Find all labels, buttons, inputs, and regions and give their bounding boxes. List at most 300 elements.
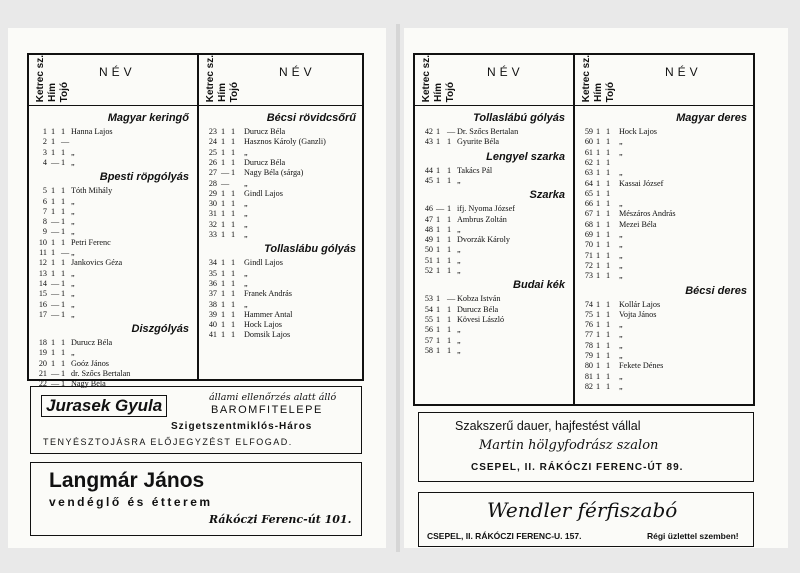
entry-cage-number: 14 xyxy=(38,278,47,288)
entry-row xyxy=(29,369,197,379)
entry-owner-name: „ xyxy=(244,199,248,209)
entry-cage-number: 4 xyxy=(42,157,47,167)
entry-owner-name: Kollár Lajos xyxy=(619,299,661,309)
header-nev: NÉV xyxy=(665,65,702,79)
entry-owner-name: „ xyxy=(71,278,75,288)
entry-owner-name: Vojta János xyxy=(619,309,657,319)
entry-cage-number: 68 xyxy=(584,219,593,229)
entry-male-count: 1 xyxy=(221,219,226,229)
entry-female-count: 1 xyxy=(606,371,611,381)
breed-section-title: Szarka xyxy=(529,189,565,202)
entry-owner-name: „ xyxy=(457,325,461,335)
entry-row xyxy=(29,197,197,207)
entry-row xyxy=(29,348,197,358)
entry-cage-number: 72 xyxy=(584,260,593,270)
entry-row xyxy=(415,336,573,346)
entry-row xyxy=(29,227,197,237)
entry-owner-name: „ xyxy=(71,206,75,216)
entry-row xyxy=(415,166,573,176)
entry-male-count: 1 xyxy=(436,304,441,314)
breed-section-title: Magyar keringő xyxy=(107,112,189,124)
entry-owner-name: Fekete Dénes xyxy=(619,361,664,371)
entry-male-count: — xyxy=(51,379,60,389)
entry-male-count: — xyxy=(51,369,60,378)
entry-male-count: 1 xyxy=(596,271,601,281)
entry-female-count: 1 xyxy=(61,258,66,268)
breed-section-title: Tollaslábu gólyás xyxy=(264,243,356,256)
entry-female-count: 1 xyxy=(447,255,452,265)
entry-row xyxy=(415,176,573,186)
entry-owner-name: Kövesi László xyxy=(457,314,505,324)
entry-cage-number: 10 xyxy=(38,237,47,247)
ad-langmar-line1: vendéglő és étterem xyxy=(49,495,213,509)
entry-owner-name: Goóz János xyxy=(71,358,109,368)
entry-row xyxy=(199,330,364,340)
entry-owner-name: „ xyxy=(457,266,461,275)
entry-cage-number: 55 xyxy=(424,314,433,324)
entry-female-count: 1 xyxy=(61,196,66,206)
entry-cage-number: 24 xyxy=(208,137,217,147)
entry-owner-name: Durucz Béla xyxy=(457,304,499,314)
entry-male-count: 1 xyxy=(436,294,441,304)
entry-row xyxy=(415,294,573,304)
entry-row xyxy=(29,269,197,279)
entry-row xyxy=(199,320,364,330)
ad-jurasek-line1: állami ellenőrzés alatt álló xyxy=(209,392,337,403)
entry-owner-name: Durucz Béla xyxy=(244,157,286,167)
entry-row xyxy=(415,215,573,225)
entry-female-count: 1 xyxy=(61,309,66,319)
entry-owner-name: „ xyxy=(71,227,75,237)
entry-female-count: 1 xyxy=(606,188,611,198)
entry-row xyxy=(575,351,755,361)
entry-cage-number: 17 xyxy=(38,309,47,319)
entry-row xyxy=(29,338,197,348)
entry-cage-number: 18 xyxy=(38,338,47,348)
entry-female-count: 1 xyxy=(447,235,452,245)
header-tojo: Tojó xyxy=(605,81,616,102)
entry-female-count: 1 xyxy=(447,175,452,185)
entry-row xyxy=(199,179,364,189)
entry-male-count: 1 xyxy=(596,340,601,350)
entry-owner-name: „ xyxy=(619,351,623,360)
entry-cage-number: 33 xyxy=(208,230,217,239)
entry-male-count: 1 xyxy=(51,127,56,136)
entry-cage-number: 31 xyxy=(208,209,217,219)
entry-cage-number: 19 xyxy=(38,348,47,358)
entry-female-count: 1 xyxy=(61,289,66,299)
entry-cage-number: 81 xyxy=(584,371,593,381)
entry-cage-number: 69 xyxy=(584,230,593,239)
entry-owner-name: „ xyxy=(457,245,461,255)
entry-row xyxy=(199,258,364,268)
header-tojo: Tojó xyxy=(59,81,70,102)
ad-jurasek xyxy=(30,386,362,454)
entry-female-count: — xyxy=(447,127,456,136)
entry-row xyxy=(29,279,197,289)
entry-male-count: 1 xyxy=(436,175,441,185)
entry-female-count: 1 xyxy=(606,137,611,147)
entry-cage-number: 79 xyxy=(584,351,593,360)
entry-owner-name: „ xyxy=(619,199,623,209)
entry-female-count: 1 xyxy=(231,219,236,229)
entry-cage-number: 32 xyxy=(208,219,217,229)
entry-row xyxy=(29,148,197,158)
entry-owner-name: „ xyxy=(71,268,75,278)
entry-owner-name: dr. Szőcs Bertalan xyxy=(71,369,131,378)
entry-male-count: 1 xyxy=(51,348,56,358)
entry-female-count: 1 xyxy=(231,168,236,178)
header-him: Hím xyxy=(47,83,58,102)
entry-owner-name: „ xyxy=(619,137,623,147)
entry-row xyxy=(415,235,573,245)
entry-female-count: 1 xyxy=(606,260,611,270)
entry-male-count: 1 xyxy=(596,240,601,250)
entry-female-count: 1 xyxy=(447,345,452,355)
entry-cage-number: 16 xyxy=(38,299,47,309)
entry-row xyxy=(29,186,197,196)
entry-owner-name: Mezei Béla xyxy=(619,219,657,229)
header-nev: NÉV xyxy=(487,65,524,79)
entry-female-count: 1 xyxy=(61,278,66,288)
entry-female-count: 1 xyxy=(231,278,236,288)
entry-row xyxy=(199,279,364,289)
entry-female-count: 1 xyxy=(61,237,66,247)
entry-male-count: 1 xyxy=(221,199,226,209)
entry-row xyxy=(415,325,573,335)
entry-female-count: 1 xyxy=(606,351,611,360)
entry-row xyxy=(575,271,755,281)
entry-male-count: 1 xyxy=(51,358,56,368)
entry-male-count: 1 xyxy=(436,325,441,335)
entry-female-count: — xyxy=(61,248,70,257)
entry-female-count: 1 xyxy=(447,137,452,147)
ad-langmar xyxy=(30,462,362,536)
entry-owner-name: „ xyxy=(619,330,623,340)
entry-owner-name: „ xyxy=(619,147,623,157)
entry-owner-name: Nagy Béla (sárga) xyxy=(244,168,304,178)
entry-row xyxy=(199,289,364,299)
entry-row xyxy=(575,310,755,320)
entry-cage-number: 45 xyxy=(424,175,433,185)
entry-male-count: 1 xyxy=(221,299,226,309)
entry-owner-name: „ xyxy=(619,320,623,330)
entry-cage-number: 37 xyxy=(208,289,217,299)
page-fold xyxy=(396,24,400,552)
listing-column-3 xyxy=(415,55,573,404)
entry-male-count: 1 xyxy=(596,188,601,198)
entry-male-count: 1 xyxy=(51,147,56,157)
entry-female-count: 1 xyxy=(231,137,236,147)
entry-male-count: 1 xyxy=(596,219,601,229)
header-ketrec: Ketrec sz. xyxy=(35,54,46,102)
entry-male-count: 1 xyxy=(221,230,226,239)
entry-male-count: 1 xyxy=(51,248,56,257)
entry-male-count: 1 xyxy=(596,157,601,167)
entry-cage-number: 28 xyxy=(208,178,217,188)
entry-female-count: 1 xyxy=(231,289,236,299)
entry-cage-number: 25 xyxy=(208,147,217,157)
entry-female-count: 1 xyxy=(231,309,236,319)
entry-row xyxy=(199,127,364,137)
entry-female-count: 1 xyxy=(61,358,66,368)
entry-owner-name: Hanna Lajos xyxy=(71,127,113,136)
entry-owner-name: „ xyxy=(457,224,461,234)
entry-female-count: 1 xyxy=(447,335,452,345)
entry-cage-number: 71 xyxy=(584,250,593,260)
entry-cage-number: 36 xyxy=(208,278,217,288)
entry-female-count: 1 xyxy=(447,245,452,255)
entry-cage-number: 11 xyxy=(39,248,47,257)
entry-owner-name: „ xyxy=(71,248,75,257)
entry-row xyxy=(199,158,364,168)
entry-male-count: 1 xyxy=(596,299,601,309)
listing-column-4 xyxy=(575,55,755,404)
entry-cage-number: 20 xyxy=(38,358,47,368)
entry-row xyxy=(199,168,364,178)
entry-row xyxy=(575,220,755,230)
entry-male-count: 1 xyxy=(436,235,441,245)
entry-female-count: 1 xyxy=(606,309,611,319)
entry-female-count: 1 xyxy=(606,340,611,350)
entry-row xyxy=(575,127,755,137)
header-him: Hím xyxy=(217,83,228,102)
entry-row xyxy=(29,238,197,248)
entry-owner-name: „ xyxy=(244,268,248,278)
entry-owner-name: Gyurite Béla xyxy=(457,137,500,147)
entry-cage-number: 64 xyxy=(584,178,593,188)
entry-male-count: 1 xyxy=(436,214,441,224)
entry-owner-name: Durucz Béla xyxy=(244,127,286,136)
entry-owner-name: Domsik Lajos xyxy=(244,330,291,340)
entry-cage-number: 41 xyxy=(208,330,217,340)
entry-male-count: 1 xyxy=(221,289,226,299)
entry-female-count: 1 xyxy=(606,361,611,371)
entry-male-count: 1 xyxy=(596,178,601,188)
entry-row xyxy=(575,251,755,261)
ad-langmar-name: Langmár János xyxy=(49,469,205,492)
entry-owner-name: Kassai József xyxy=(619,178,664,188)
entry-male-count: — xyxy=(51,227,60,237)
entry-row xyxy=(415,266,573,276)
entry-owner-name: Hock Lajos xyxy=(619,127,657,136)
entry-male-count: — xyxy=(51,309,60,319)
breed-section-title: Bécsi deres xyxy=(685,284,747,297)
entry-row xyxy=(199,209,364,219)
entry-cage-number: 74 xyxy=(584,299,593,309)
entry-male-count: 1 xyxy=(596,168,601,178)
entry-male-count: 1 xyxy=(51,196,56,206)
entry-row xyxy=(575,209,755,219)
entry-cage-number: 44 xyxy=(424,165,433,175)
entry-male-count: 1 xyxy=(221,127,226,136)
entry-row xyxy=(575,330,755,340)
entry-cage-number: 67 xyxy=(584,209,593,219)
entry-female-count: 1 xyxy=(61,348,66,358)
entry-female-count: 1 xyxy=(447,314,452,324)
entry-row xyxy=(415,245,573,255)
entry-female-count: 1 xyxy=(447,214,452,224)
entry-female-count: 1 xyxy=(447,304,452,314)
entry-row xyxy=(575,148,755,158)
entry-male-count: 1 xyxy=(221,330,226,340)
entry-owner-name: Franek András xyxy=(244,289,292,299)
entry-female-count: 1 xyxy=(606,330,611,340)
entry-female-count: 1 xyxy=(606,147,611,157)
entry-male-count: — xyxy=(51,217,60,227)
entry-cage-number: 42 xyxy=(424,127,433,136)
entry-owner-name: „ xyxy=(244,147,248,157)
entry-male-count: 1 xyxy=(436,245,441,255)
entry-male-count: 1 xyxy=(436,266,441,275)
entry-owner-name: Jankovics Géza xyxy=(71,258,123,268)
entry-male-count: 1 xyxy=(596,381,601,391)
entry-male-count: 1 xyxy=(436,335,441,345)
entry-cage-number: 21 xyxy=(38,369,47,378)
entry-row xyxy=(29,359,197,369)
entry-male-count: — xyxy=(51,157,60,167)
entry-male-count: 1 xyxy=(221,258,226,268)
entry-female-count: 1 xyxy=(231,147,236,157)
entry-cage-number: 61 xyxy=(584,147,593,157)
entry-male-count: — xyxy=(221,168,230,178)
entry-row xyxy=(199,137,364,147)
header-him: Hím xyxy=(433,83,444,102)
entry-male-count: — xyxy=(51,289,60,299)
entry-female-count: 1 xyxy=(61,299,66,309)
entry-row xyxy=(29,258,197,268)
ad-langmar-line2: Rákóczi Ferenc-út 101. xyxy=(209,513,352,526)
entry-row xyxy=(199,269,364,279)
entry-female-count: 1 xyxy=(231,127,236,136)
entry-owner-name: „ xyxy=(244,299,248,309)
right-listing-box xyxy=(413,53,755,406)
entry-cage-number: 73 xyxy=(584,271,593,281)
entry-cage-number: 54 xyxy=(424,304,433,314)
entry-male-count: 1 xyxy=(221,157,226,167)
entry-cage-number: 49 xyxy=(424,235,433,245)
ad-wendler-note: Régi üzlettel szemben! xyxy=(647,531,739,541)
entry-female-count: 1 xyxy=(231,258,236,268)
entry-male-count: 1 xyxy=(596,361,601,371)
entry-row xyxy=(29,158,197,168)
entry-male-count: 1 xyxy=(51,338,56,348)
entry-cage-number: 82 xyxy=(584,381,593,391)
entry-owner-name: „ xyxy=(71,147,75,157)
entry-cage-number: 8 xyxy=(42,217,47,227)
entry-owner-name: Ambrus Zoltán xyxy=(457,214,507,224)
entry-row xyxy=(199,220,364,230)
header-ketrec: Ketrec sz. xyxy=(581,54,592,102)
entry-owner-name: „ xyxy=(457,255,461,265)
entry-cage-number: 27 xyxy=(208,168,217,178)
entry-female-count: — xyxy=(61,137,70,147)
entry-cage-number: 59 xyxy=(584,127,593,136)
column-header xyxy=(575,55,755,106)
entry-female-count: 1 xyxy=(231,230,236,239)
header-nev: NÉV xyxy=(279,65,316,79)
entry-owner-name: „ xyxy=(619,260,623,270)
entry-female-count: 1 xyxy=(231,320,236,330)
entry-row xyxy=(415,346,573,356)
entry-row xyxy=(575,382,755,392)
entry-cage-number: 51 xyxy=(424,255,433,265)
entry-cage-number: 13 xyxy=(38,268,47,278)
entry-row xyxy=(199,310,364,320)
entry-owner-name: „ xyxy=(457,175,461,185)
entry-male-count: 1 xyxy=(596,199,601,209)
header-ketrec: Ketrec sz. xyxy=(205,54,216,102)
entry-male-count: 1 xyxy=(596,371,601,381)
entry-cage-number: 12 xyxy=(38,258,47,268)
entry-male-count: 1 xyxy=(51,206,56,216)
entry-cage-number: 48 xyxy=(424,224,433,234)
entry-cage-number: 35 xyxy=(208,268,217,278)
entry-male-count: 1 xyxy=(221,320,226,330)
entry-owner-name: Takács Pál xyxy=(457,165,493,175)
entry-cage-number: 29 xyxy=(208,188,217,198)
entry-row xyxy=(575,300,755,310)
entry-row xyxy=(415,204,573,214)
entry-male-count: 1 xyxy=(221,137,226,147)
breed-section-title: Lengyel szarka xyxy=(486,150,565,163)
entry-row xyxy=(575,372,755,382)
entry-cage-number: 1 xyxy=(42,127,47,136)
entry-cage-number: 23 xyxy=(208,127,217,136)
entry-cage-number: 38 xyxy=(208,299,217,309)
entry-cage-number: 30 xyxy=(208,199,217,209)
entry-owner-name: Durucz Béla xyxy=(71,338,113,348)
entry-cage-number: 39 xyxy=(208,309,217,319)
header-tojo: Tojó xyxy=(445,81,456,102)
entry-owner-name: ifj. Nyoma József xyxy=(457,204,515,214)
entry-female-count: 1 xyxy=(61,186,66,196)
entry-male-count: 1 xyxy=(436,255,441,265)
breed-section-title: Diszgólyás xyxy=(131,323,189,336)
entry-row xyxy=(415,137,573,147)
entry-male-count: 1 xyxy=(596,330,601,340)
entry-owner-name: „ xyxy=(244,230,248,239)
entry-owner-name: Dvorzák Károly xyxy=(457,235,510,245)
entry-male-count: 1 xyxy=(51,258,56,268)
entry-male-count: 1 xyxy=(436,224,441,234)
entry-owner-name: Gindl Lajos xyxy=(244,258,283,268)
entry-row xyxy=(415,305,573,315)
breed-section-title: Tollaslábú gólyás xyxy=(473,112,565,124)
entry-female-count: 1 xyxy=(606,127,611,136)
entry-row xyxy=(415,127,573,137)
entry-female-count: 1 xyxy=(606,230,611,239)
entry-owner-name: „ xyxy=(619,250,623,260)
entry-male-count: 1 xyxy=(596,230,601,239)
ad-wendler xyxy=(418,492,754,547)
ad-jurasek-name: Jurasek Gyula xyxy=(41,395,167,417)
listing-column-2 xyxy=(199,55,364,379)
entry-female-count: 1 xyxy=(447,165,452,175)
entry-row xyxy=(199,148,364,158)
entry-cage-number: 53 xyxy=(424,294,433,304)
entry-owner-name: „ xyxy=(71,289,75,299)
entry-cage-number: 75 xyxy=(584,309,593,319)
entry-female-count: 1 xyxy=(61,379,66,389)
entry-female-count: 1 xyxy=(606,199,611,209)
entry-male-count: 1 xyxy=(51,186,56,196)
entry-row xyxy=(199,230,364,240)
entry-cage-number: 50 xyxy=(424,245,433,255)
entry-female-count: 1 xyxy=(61,268,66,278)
entry-cage-number: 26 xyxy=(208,157,217,167)
entry-owner-name: „ xyxy=(71,299,75,309)
